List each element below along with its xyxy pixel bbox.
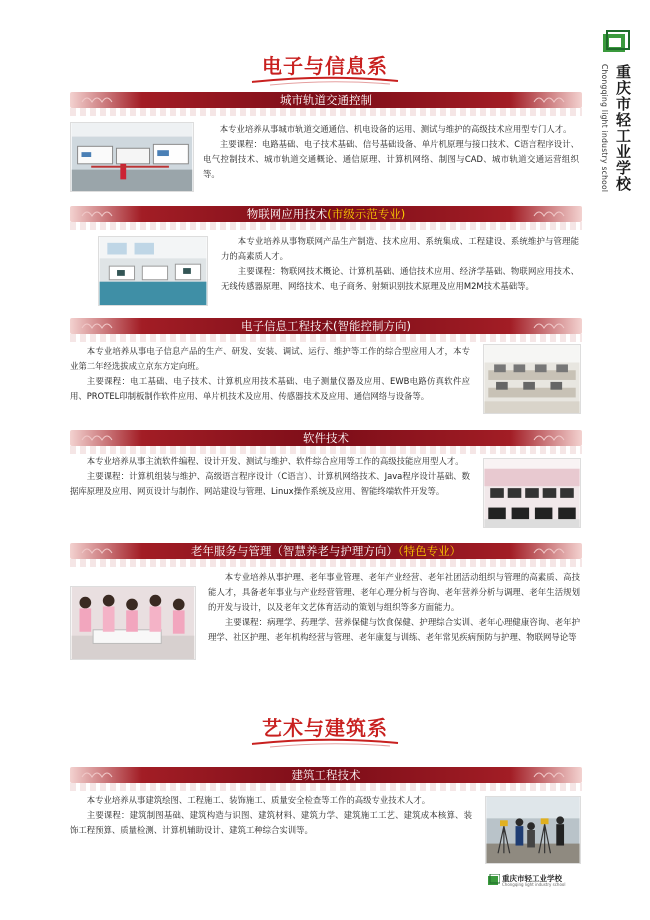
section-bar-rail-transit xyxy=(70,92,582,108)
section-text-software xyxy=(70,454,470,499)
department-title-text: 电子与信息系 xyxy=(262,54,388,78)
cloud-ornament-icon xyxy=(532,208,572,220)
bottom-logo-name-cn: 重庆市轻工业学校 xyxy=(502,874,562,883)
iot-lab-photo xyxy=(98,236,208,306)
section-title: 软件技术 xyxy=(303,431,349,445)
section-intro: 本专业培养从事主流软件编程、设计开发、测试与维护、软件综合应用等工作的高级技能应用型人才。 xyxy=(86,456,464,466)
section-courses: 主要课程：物联网技术概论、计算机基础、通信技术应用、经济学基础、物联网应用技术、无线传感器原理、网络技术、电子商务、射频识别技术原理及应用M2M技术基础等。 xyxy=(221,265,579,291)
section-text-elderly-care xyxy=(208,570,580,645)
section-bar-elderly-care xyxy=(70,543,582,559)
section-intro: 本专业培养从事物联网产品生产制造、技术应用、系统集成、工程建设、系统维护与管理能力的高素质人才。 xyxy=(221,236,579,261)
rail-lab-photo xyxy=(70,122,194,192)
cloud-ornament-icon xyxy=(532,320,572,332)
title-swoosh-icon xyxy=(250,738,400,748)
cloud-ornament-icon xyxy=(532,545,572,557)
section-courses: 主要课程：电路基础、电子技术基础、信号基础设备、单片机原理与接口技术、C语言程序设计、电气控制技术、城市轨道交通概论、通信原理、计算机网络、制图与CAD、城市轨道交通运营组织等。 xyxy=(203,138,579,179)
section-text-construction xyxy=(70,793,472,838)
department-title-electronics xyxy=(0,50,650,79)
electronics-lab-photo xyxy=(483,344,581,414)
surveying-practice-photo xyxy=(485,796,581,864)
school-logo-icon xyxy=(488,874,500,886)
section-text-rail-transit xyxy=(203,122,579,182)
section-title: 老年服务与管理（智慧养老与护理方向） xyxy=(190,544,398,558)
section-bar-electronic-info xyxy=(70,318,582,334)
school-name-en: Chongqing light industry school xyxy=(600,64,609,193)
bottom-school-logo xyxy=(484,873,580,889)
section-badge: (市级示范专业) xyxy=(327,207,406,221)
section-courses: 主要课程：电工基础、电子技术、计算机应用技术基础、电子测量仪器及应用、EWB电路仿真软件应用、PROTEL印制板制作软件应用、单片机技术及应用、传感器技术及应用、通信网络与设备等。 xyxy=(70,375,470,401)
section-courses: 主要课程：建筑制图基础、建筑构造与识图、建筑材料、建筑力学、建筑施工工艺、建筑成本核算、装饰工程预算、质量检测、计算机辅助设计、建筑工种综合实训等。 xyxy=(70,809,472,835)
cloud-ornament-icon xyxy=(532,769,572,781)
title-swoosh-icon xyxy=(250,76,400,86)
school-name-cn: 重庆市轻工业学校 xyxy=(614,64,632,192)
section-intro: 本专业培养从事护理、老年事业管理、老年产业经营、老年社团活动组织与管理的高素质、高技能人才，具备老年事业与产业经营管理、老年心理分析与咨询、老年营养分析与调理、老年生活规划的开发与设计，以及老年文艺体育活动的策划与组织等多方面能力。 xyxy=(208,572,580,612)
section-intro: 本专业培养从事城市轨道交通通信、机电设备的运用、测试与维护的高级技术应用型专门人才。 xyxy=(219,124,572,134)
section-bar-software xyxy=(70,430,582,446)
section-intro: 本专业培养从事建筑绘图、工程施工、装饰施工、质量安全检查等工作的高级专业技术人才。 xyxy=(86,795,431,805)
section-text-electronic-info xyxy=(70,344,470,404)
section-text-iot xyxy=(221,234,579,294)
section-bar-construction xyxy=(70,767,582,783)
section-title: 建筑工程技术 xyxy=(291,768,361,782)
nursing-training-photo xyxy=(70,586,196,660)
section-intro: 本专业培养从事电子信息产品的生产、研发、安装、调试、运行、维护等工作的综合型应用人才，本专业第二年经选拔成立京东方定向班。 xyxy=(70,346,470,371)
department-title-art-architecture xyxy=(0,712,650,741)
bottom-logo-name-en: Chongqing light industry school xyxy=(502,882,566,887)
section-title: 城市轨道交通控制 xyxy=(280,93,372,107)
section-bar-iot xyxy=(70,206,582,222)
cloud-ornament-icon xyxy=(532,94,572,106)
department-title-text: 艺术与建筑系 xyxy=(262,716,388,740)
section-title: 电子信息工程技术(智能控制方向) xyxy=(241,319,411,333)
section-courses: 主要课程：病理学、药理学、营养保健与饮食保健、护理综合实训、老年心理健康咨询、老年护理学、社区护理、老年机构经营与管理、老年康复与训练、老年常见疾病预防与护理、物联网导论等 xyxy=(208,616,580,642)
computer-lab-photo xyxy=(483,458,581,528)
section-badge: （特色专业） xyxy=(397,544,462,558)
cloud-ornament-icon xyxy=(532,432,572,444)
section-title: 物联网应用技术 xyxy=(246,207,328,221)
section-courses: 主要课程：计算机组装与维护、高级语言程序设计（C语言）、计算机网络技术、Java程序设计基础、数据库原理及应用、网页设计与制作、网站建设与管理、Linux操作系统及应用、智能终端软件开发等。 xyxy=(70,470,470,496)
